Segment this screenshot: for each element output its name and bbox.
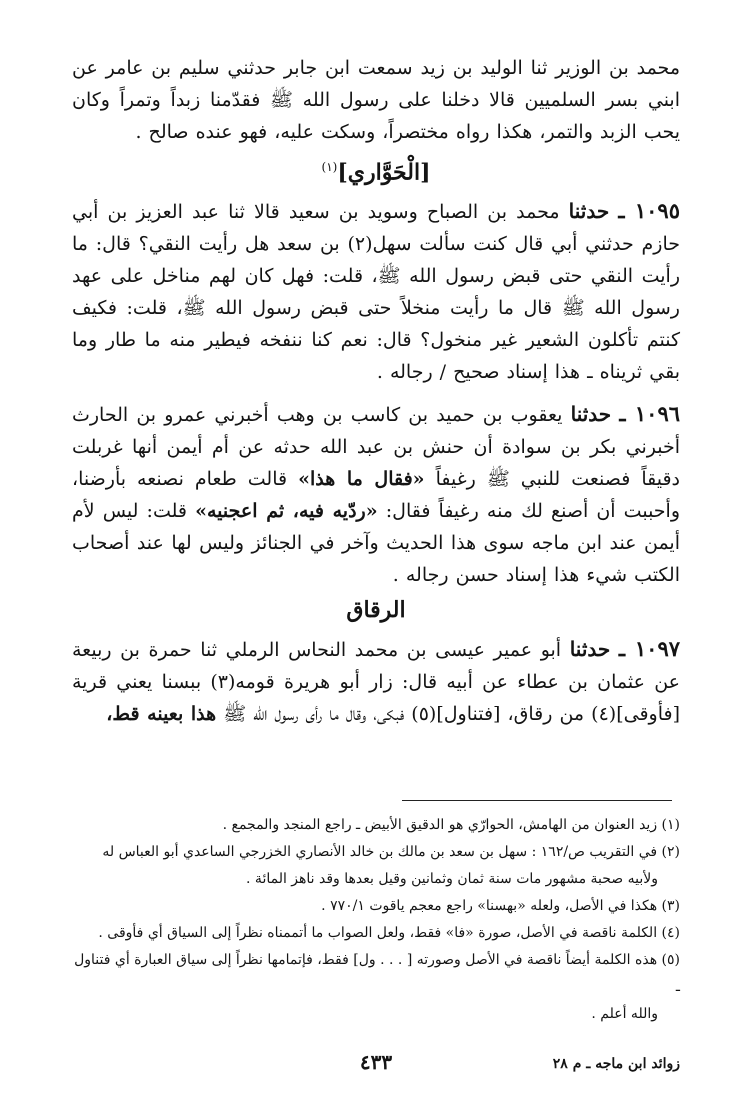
footnote-3: (٣) هكذا في الأصل، ولعله «بهسنا» راجع معجم ياقوت ٧٧٠/١ . [321, 898, 680, 914]
hadith-keyword: حدثنا [570, 402, 612, 427]
heading-text: [الْحَوَّاري] [337, 159, 431, 186]
hadith-1096 [72, 398, 680, 591]
hadith-keyword: حدثنا [568, 199, 610, 224]
footnote-5-continued: والله أعلم . [591, 1006, 658, 1022]
footnote-2-continued: ولأبيه صحبة مشهور مات سنة ثمان وثمانين وقيل بعدها وقد ناهز المائة . [246, 871, 658, 887]
hadith-quote: «فقال ما هذا» [298, 468, 425, 491]
hadith-1095 [72, 195, 680, 388]
footnote-5: (٥) هذه الكلمة أيضاً ناقصة في الأصل وصورته [ . . . ول] فقط، فإتمامها نظراً إلى سياق العبارة أي فتناول ـ [74, 952, 680, 995]
hadith-text: يعقوب بن حميد بن كاسب بن وهب أخبرني عمرو بن الحارث أخبرني بكر بن سوادة أن حنش بن عبد الله حدثه عن أم أيمن أنها غربلت دقيقاً فصنعت للنبي ﷺ رغيفاً [72, 404, 680, 491]
footnote-1: (١) زيد العنوان من الهامش، الحوارّي هو الدقيق الأبيض ـ راجع المنجد والمجمع . [222, 817, 680, 833]
hadith-text: قالت طعام نصنعه بأرضنا، وأحببت أن أصنع لك منه رغيفاً فقال: [72, 468, 681, 523]
hadith-text: محمد بن الصباح وسويد بن سعيد قالا ثنا عبد العزيز بن أبي حازم حدثني أبي قال كنت سألت سهل(٢) بن سعد هل رأيت النقي؟ قال: ما رأيت النقي حتى قبض رسول الله ﷺ، قلت: فهل كان لهم مناخل على عهد رسول الله ﷺ قال ما رأيت منخلاً حتى قبض رسول الله ﷺ، قلت: فكيف كنتم تأكلون الشعير غير منخول؟ قال: نعم كنا ننفخه فيطير منه ما طار وما بقي ثريناه ـ هذا إسناد صحيح / رجاله . [72, 201, 681, 384]
footnotes [72, 812, 680, 1028]
hadith-keyword: حدثنا [569, 637, 611, 662]
hadith-1097 [72, 633, 680, 730]
hadith-text: أبو عمير عيسى بن محمد النحاس الرملي ثنا حمرة بن ربيعة عن عثمان بن عطاء عن أبيه قال: زار أبو هريرة قومه(٣) ببسنا يعني قرية [فأوقى](٤) من رقاق، [فتناول](٥) فبكى، وقال ما رأى رسول الله ﷺ [72, 639, 681, 726]
hadith-number: ١٠٩٥ ـ [618, 198, 680, 224]
footer-source: زوائد ابن ماجه ـ م ٢٨ [552, 1056, 680, 1072]
hadith-number: ١٠٩٧ ـ [618, 636, 681, 662]
page-footer [72, 1050, 680, 1080]
page-number: ٤٣٣ [359, 1050, 393, 1074]
hadith-bold-text: هذا بعينه قط، [106, 703, 217, 726]
hadith-quote: «ردّيه فيه، ثم اعجنيه» [195, 500, 378, 523]
section-heading-riqaq: الرقاق [346, 597, 406, 624]
intro-paragraph: محمد بن الوزير ثنا الوليد بن زيد سمعت ابن جابر حدثني سليم بن عامر عن ابني بسر السلميين قالا دخلنا على رسول الله ﷺ فقدّمنا زبداً وتمراً وكان يحب الزبد والتمر، هكذا رواه مختصراً، وسكت عليه، فهو عنده صالح . [72, 57, 680, 143]
hadith-number: ١٠٩٦ ـ [619, 401, 681, 427]
hadith-text: قلت: ليس لأم أيمن عند ابن ماجه سوى هذا الحديث وآخر في الجنائز وليس لها عند أصحاب الكتب شيء هذا إسناد حسن رجاله . [72, 500, 680, 587]
footnote-2: (٢) في التقريب ص/١٦٢ : سهل بن سعد بن مالك بن خالد الأنصاري الخزرجي الساعدي أبو العباس له [102, 844, 680, 860]
footnote-ref: (١) [321, 160, 338, 174]
main-text [72, 52, 680, 730]
footnote-divider [402, 800, 672, 801]
section-heading-hawwari [72, 150, 680, 189]
footnote-4: (٤) الكلمة ناقصة في الأصل، صورة «فا» فقط، ولعل الصواب ما أتممناه نظراً إلى السياق أي فأوقى . [98, 925, 680, 941]
